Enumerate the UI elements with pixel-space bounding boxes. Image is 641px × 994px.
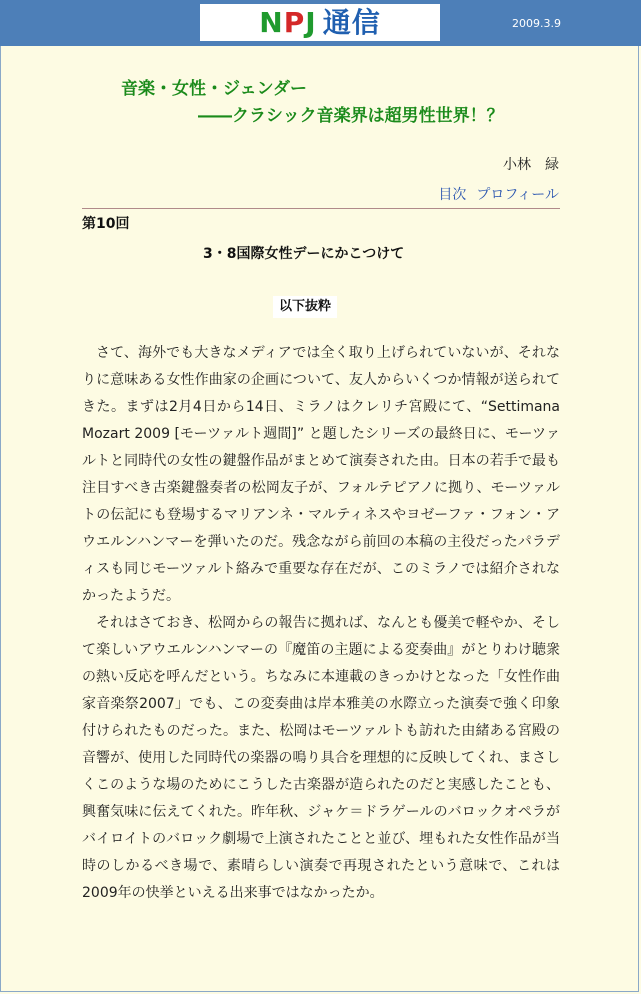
site-header	[0, 0, 641, 46]
paragraph: さて、海外でも大きなメディアでは全く取り上げられていないが、それなりに意味ある女性作曲家の企画について、友人からいくつか情報が送られてきた。まずは2月4日から14日、ミラノはクレリチ宮殿にて、“Settimana Mozart 2009 [モーツァルト週間]” と題したシリーズの最終日に、モーツァルトと同時代の女性の鍵盤作品がまとめて演奏された由。日本の若手で最も注目すべき古楽鍵盤奏者の松岡友子が、フォルテピアノに拠り、モーツァルトの伝記にも登場するマリアンネ・マルティネスやヨゼーファ・フォン・アウエルンハンマーを弾いたのだ。残念ながら前回の本稿の主役だったパラディスも同じモーツァルト絡みで重要な存在だが、このミラノでは紹介されなかったようだ。	[82, 345, 560, 604]
issue-date: 2009.3.9	[512, 17, 561, 30]
profile-link[interactable]: プロフィール	[476, 187, 559, 203]
logo-letter-p: P	[283, 6, 306, 39]
article-links	[428, 186, 559, 204]
article-title: 音楽・女性・ジェンダー	[121, 79, 307, 99]
excerpt-label: 以下抜粋	[273, 296, 337, 318]
logo-letter-n: N	[259, 6, 284, 39]
logo-text: 通信	[322, 6, 381, 39]
site-logo[interactable]	[200, 4, 440, 41]
episode-number: 第10回	[82, 216, 130, 232]
article-body	[82, 340, 560, 907]
paragraph: それはさておき、松岡からの報告に拠れば、なんとも優美で軽やか、そして楽しいアウエルンハンマーの『魔笛の主題による変奏曲』がとりわけ聴衆の熱い反応を呼んだという。ちなみに本連載のきっかけとなった「女性作曲家音楽祭2007」でも、この変奏曲は岸本雅美の水際立った演奏で強く印象付けられたものだった。また、松岡はモーツァルトも訪れた由緒ある宮殿の音響が、使用した同時代の楽器の鳴り具合を理想的に反映してくれ、まさしくこのような場のためにこうした古楽器が造られたのだと実感したことも、興奮気味に伝えてくれた。昨年秋、ジャケ＝ドラゲールのバロックオペラがバイロイトのバロック劇場で上演されたことと並び、埋もれた女性作品が当時のしかるべき場で、素晴らしい演奏で再現されたという意味で、これは2009年の快挙といえる出来事ではなかったか。	[82, 615, 560, 901]
episode-subtitle: 3・8国際女性デーにかこつけて	[203, 246, 405, 262]
logo-letter-j: J	[305, 6, 317, 39]
article-title-sub: ――クラシック音楽界は超男性世界！？	[198, 106, 504, 126]
author-name: 小林 緑	[503, 157, 559, 173]
divider	[82, 208, 560, 209]
toc-link[interactable]: 目次	[438, 187, 467, 203]
